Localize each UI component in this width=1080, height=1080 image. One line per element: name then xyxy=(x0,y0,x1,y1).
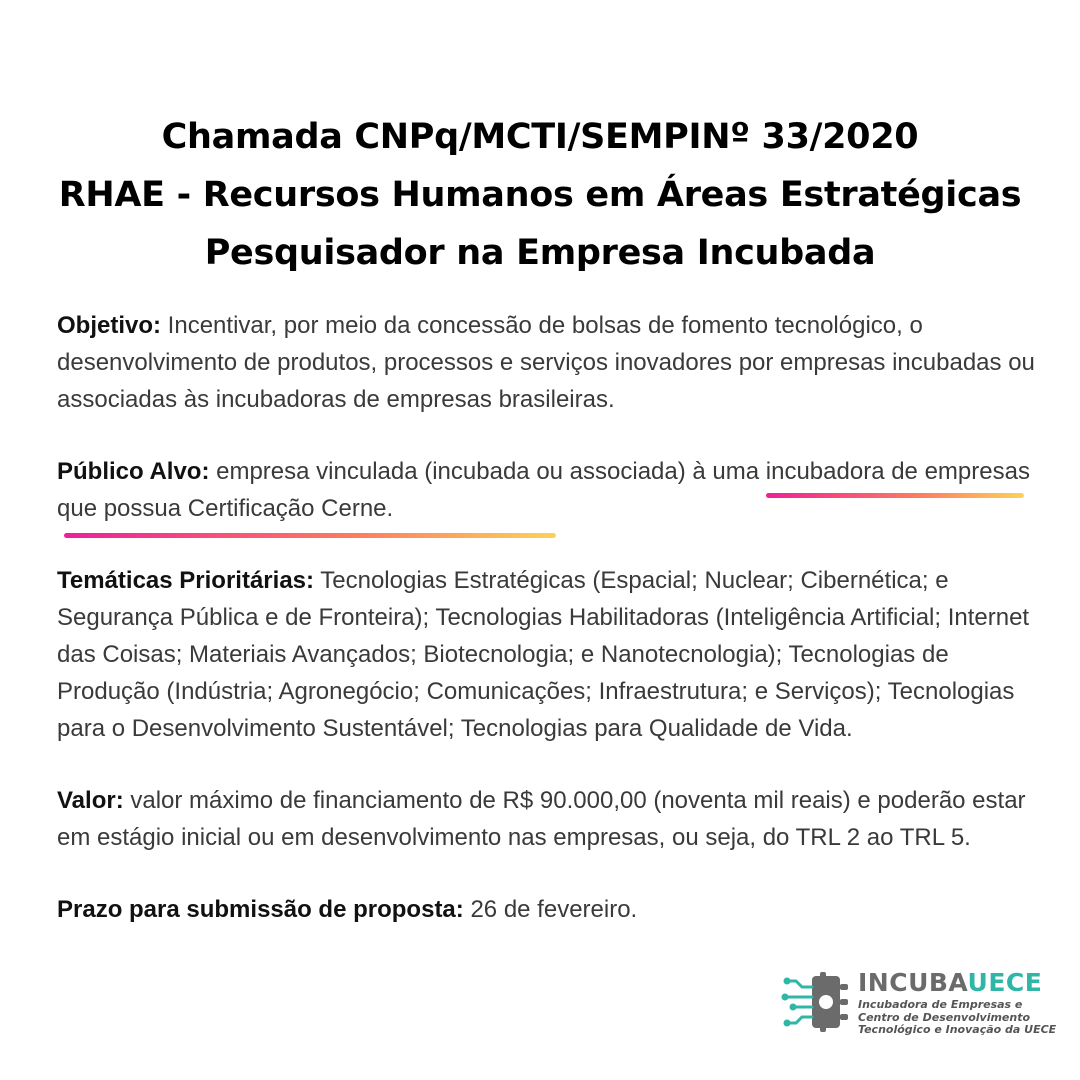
valor-label: Valor: xyxy=(57,787,124,814)
prazo-label: Prazo para submissão de proposta: xyxy=(57,896,464,923)
publico-text: empresa vinculada (incubada ou associada) à uma incubadora de empresas que possua Certificação Cerne. xyxy=(57,458,1030,522)
section-publico-alvo xyxy=(57,453,1037,527)
circuit-chip-icon xyxy=(780,972,852,1034)
page-title xyxy=(0,108,1080,282)
objetivo-label: Objetivo: xyxy=(57,312,162,339)
content-body xyxy=(57,307,1037,963)
section-objetivo xyxy=(57,307,1037,418)
tematicas-label: Temáticas Prioritárias: xyxy=(57,567,315,594)
section-valor xyxy=(57,782,1037,856)
highlight-underline-2 xyxy=(64,533,556,538)
title-line-1: Chamada CNPq/MCTI/SEMPINº 33/2020 xyxy=(161,117,919,157)
tematicas-text: Tecnologias Estratégicas (Espacial; Nuclear; Cibernética; e Segurança Pública e de Fronteira); Tecnologias Habilitadoras (Inteligência Artificial; Internet das Coisas; Materiais Avançados; Biotecnologia; e Nanotecnologia); Tecnologias de Produção (Indústria; Agronegócio; Comunicações; Infraestrutura; e Serviços); Tecnologias para o Desenvolvimento Sustentável; Tecnologias para Qualidade de Vida. xyxy=(57,567,1030,742)
logo-wordmark: INCUBAUECE xyxy=(858,968,1043,997)
title-line-3: Pesquisador na Empresa Incubada xyxy=(204,233,876,273)
section-tematicas xyxy=(57,562,1037,747)
highlight-underline-1 xyxy=(766,493,1024,498)
valor-text: valor máximo de financiamento de R$ 90.000,00 (noventa mil reais) e poderão estar em estágio inicial ou em desenvolvimento nas empresas, ou seja, do TRL 2 ao TRL 5. xyxy=(57,787,1026,851)
incubauece-logo xyxy=(780,968,1057,1048)
section-prazo xyxy=(57,891,1037,928)
objetivo-text: Incentivar, por meio da concessão de bolsas de fomento tecnológico, o desenvolvimento de produtos, processos e serviços inovadores por empresas incubadas ou associadas às incubadoras de empresas brasileiras. xyxy=(57,312,1035,413)
logo-subtitle: Incubadora de Empresas e Centro de Desenvolvimento Tecnológico e Inovação da UECE xyxy=(858,998,1057,1036)
title-line-2: RHAE - Recursos Humanos em Áreas Estratégicas xyxy=(58,175,1022,215)
publico-label: Público Alvo: xyxy=(57,458,210,485)
prazo-text: 26 de fevereiro. xyxy=(463,896,638,923)
